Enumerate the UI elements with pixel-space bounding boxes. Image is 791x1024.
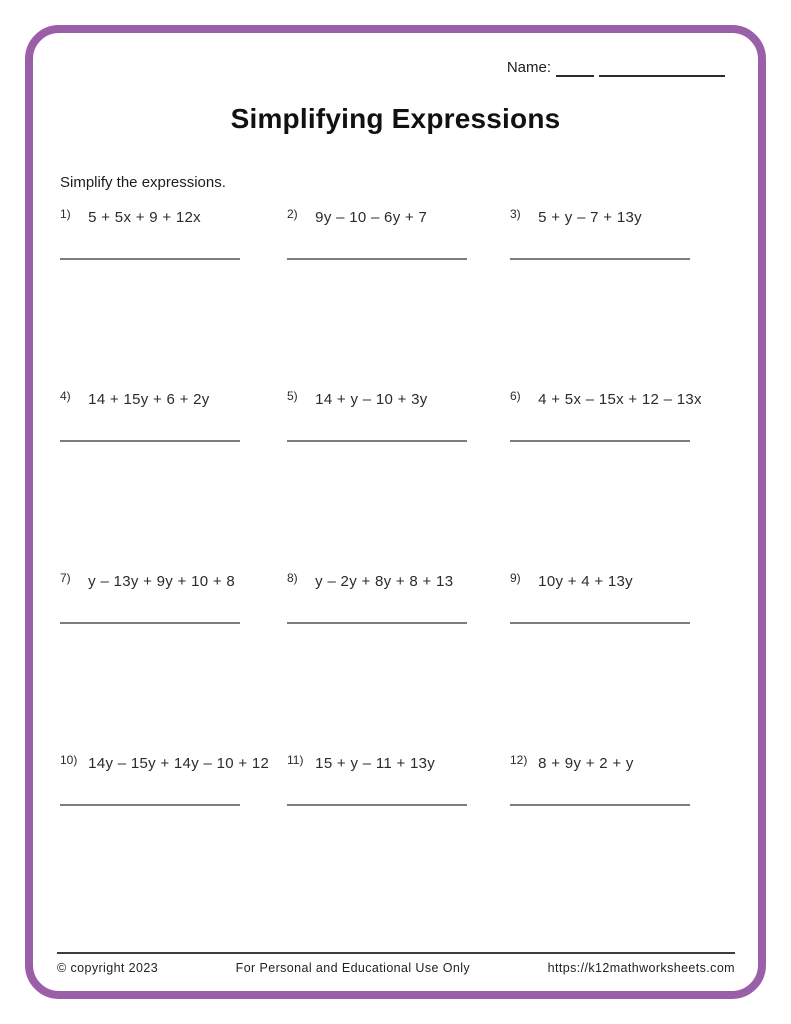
problem-expression: 10y + 4 + 13y: [538, 573, 633, 590]
answer-line: [510, 804, 690, 806]
problem-expression: 5 + y – 7 + 13y: [538, 209, 642, 226]
answer-line: [60, 258, 240, 260]
name-line: [556, 60, 594, 77]
problem-number: 9): [510, 571, 521, 585]
problem-number: 5): [287, 389, 298, 403]
answer-line: [510, 258, 690, 260]
name-label: Name:: [506, 59, 551, 76]
problem-number: 6): [510, 389, 521, 403]
problems-grid: [60, 207, 735, 935]
problem-expression: 5 + 5x + 9 + 12x: [88, 209, 201, 226]
answer-line: [60, 440, 240, 442]
problem-number: 10): [60, 753, 78, 767]
problem-expression: 14y – 15y + 14y – 10 + 12: [88, 755, 270, 772]
answer-line: [287, 258, 467, 260]
problem-item: [60, 753, 287, 935]
name-field: [507, 58, 725, 77]
problem-item: [287, 207, 510, 389]
problem-expression: 9y – 10 – 6y + 7: [315, 209, 428, 226]
instructions-text: Simplify the expressions.: [60, 174, 226, 191]
answer-line: [287, 622, 467, 624]
problem-item: [287, 753, 510, 935]
problem-item: [287, 571, 510, 753]
problem-number: 3): [510, 207, 521, 221]
problem-number: 8): [287, 571, 298, 585]
answer-line: [287, 804, 467, 806]
problem-expression: y – 13y + 9y + 10 + 8: [88, 573, 235, 590]
problem-number: 12): [510, 753, 528, 767]
problem-item: [510, 571, 735, 753]
problem-number: 4): [60, 389, 71, 403]
name-line: [599, 60, 725, 77]
problem-expression: 14 + y – 10 + 3y: [315, 391, 428, 408]
footer: [57, 952, 735, 975]
problem-item: [287, 389, 510, 571]
page-title: Simplifying Expressions: [230, 103, 561, 134]
problem-item: [510, 753, 735, 935]
problem-expression: y – 2y + 8y + 8 + 13: [315, 573, 454, 590]
answer-line: [60, 622, 240, 624]
problem-item: [60, 207, 287, 389]
problem-expression: 8 + 9y + 2 + y: [538, 755, 634, 772]
problem-number: 2): [287, 207, 298, 221]
answer-line: [510, 440, 690, 442]
answer-line: [510, 622, 690, 624]
problem-expression: 4 + 5x – 15x + 12 – 13x: [538, 391, 702, 408]
problem-item: [60, 389, 287, 571]
usage-text: For Personal and Educational Use Only: [235, 961, 471, 975]
copyright-text: © copyright 2023: [57, 961, 159, 975]
problem-expression: 15 + y – 11 + 13y: [315, 755, 436, 772]
problem-number: 1): [60, 207, 71, 221]
problem-number: 11): [287, 753, 304, 767]
problem-item: [510, 207, 735, 389]
answer-line: [60, 804, 240, 806]
problem-item: [60, 571, 287, 753]
website-url: https://k12mathworksheets.com: [547, 961, 735, 975]
problem-expression: 14 + 15y + 6 + 2y: [88, 391, 210, 408]
answer-line: [287, 440, 467, 442]
problem-item: [510, 389, 735, 571]
problem-number: 7): [60, 571, 71, 585]
